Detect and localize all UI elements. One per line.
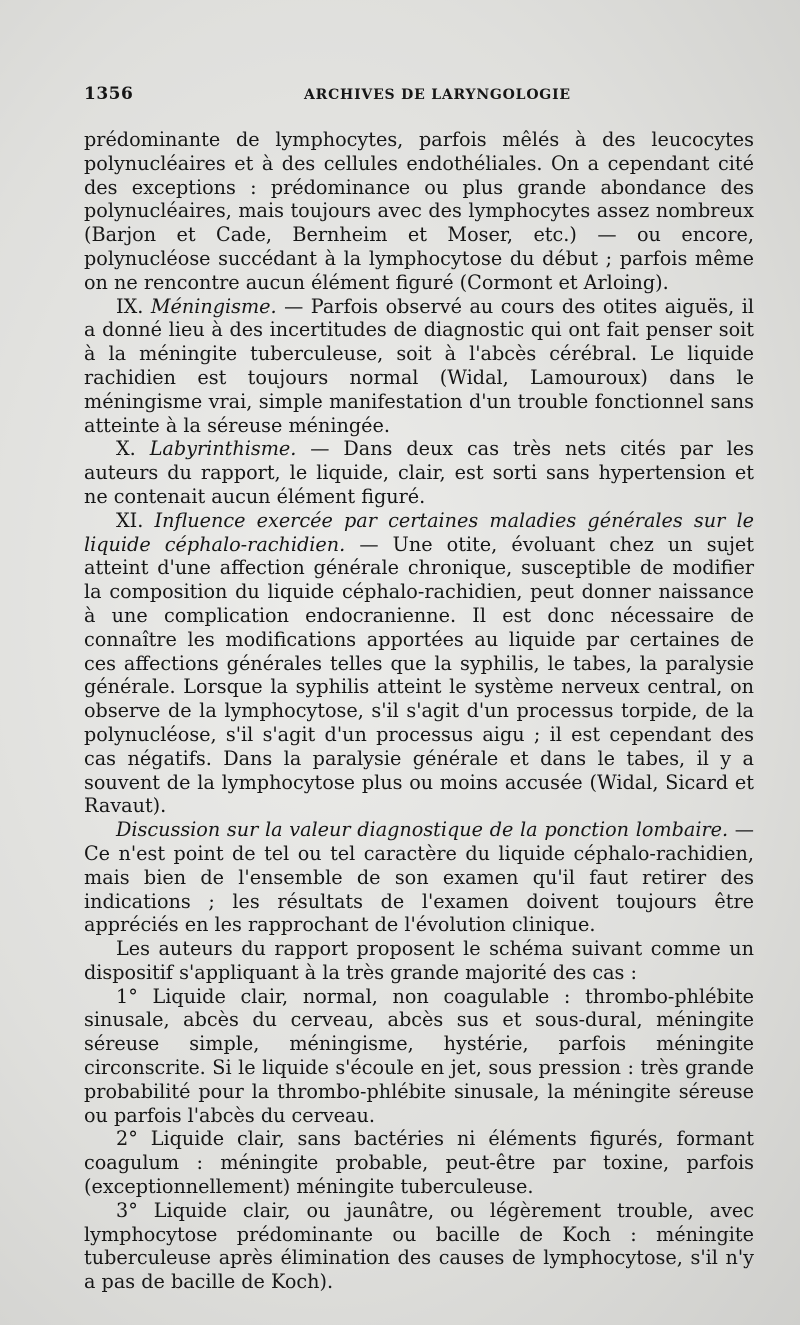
paragraph-item-1 (84, 985, 754, 1128)
section-heading: Influence exercée par certaines maladies générales sur le liquide céphalo-rachidien. (84, 508, 754, 556)
item-number: 2° (116, 1127, 138, 1151)
paragraph-labyrinthisme (84, 437, 754, 508)
page-header (84, 84, 760, 114)
paragraph-item-2 (84, 1127, 754, 1198)
item-number: 1° (116, 984, 138, 1008)
paragraph-text: prédominante de lymphocytes, parfois mêlés à des leucocytes polynucléaires et à des cellules endothéliales. On a cependant cité des exceptions : prédominance ou plus grande abondance des polynucléaires, mais toujours avec des lymphocytes assez nombreux (Barjon et Cade, Bernheim et Moser, etc.) — ou encore, polynucléose succédant à la lymphocytose du début ; parfois même on ne rencontre aucun élément figuré (Cormont et Arloing). (84, 128, 754, 294)
paragraph-item-3 (84, 1199, 754, 1294)
paragraph-text: Liquide clair, normal, non coagulable : thrombo-phlébite sinusale, abcès du cerveau, abcès sus et sous-dural, méningite séreuse simple, méningisme, hystérie, parfois méningite circonscrite. Si le liquide s'écoule en jet, sous pression : très grande probabilité pour la thrombo-phlébite sinusale, la méningite séreuse ou parfois l'abcès du cerveau. (84, 984, 755, 1127)
paragraph-meningisme (84, 295, 754, 438)
paragraph-discussion (84, 818, 754, 937)
section-heading: Discussion sur la valeur diagnostique de la ponction lombaire. (116, 818, 729, 842)
section-heading: Méningisme. (150, 294, 277, 318)
paragraph-schema-intro (84, 937, 754, 985)
paragraph-text: Liquide clair, sans bactéries ni éléments figurés, formant coagulum : méningite probable, peut-être par toxine, parfois (exceptionnellement) méningite tuberculeuse. (84, 1127, 754, 1199)
paragraph-influence (84, 509, 754, 818)
section-number: XI. (116, 508, 144, 532)
section-number: X. (116, 437, 136, 461)
paragraph-text: Liquide clair, ou jaunâtre, ou légèrement trouble, avec lymphocytose prédominante ou bacille de Koch : méningite tuberculeuse après élimination des causes de lymphocytose, s'il n'y a pas de bacille de Koch). (84, 1198, 754, 1294)
running-head: ARCHIVES DE LARYNGOLOGIE (304, 87, 571, 103)
paragraph-text: Les auteurs du rapport proposent le schéma suivant comme un dispositif s'appliquant à la très grande majorité des cas : (84, 937, 754, 984)
paragraph-text: — Une otite, évoluant chez un sujet atteint d'une affection générale chronique, susceptible de modifier la composition du liquide céphalo-rachidien, peut donner naissance à une complication endocranienne. Il est donc nécessaire de connaître les modifications apportées au liquide par certaines de ces affections générales telles que la syphilis, le tabes, la paralysie générale. Lorsque la syphilis atteint le système nerveux central, on observe de la lymphocytose, s'il s'agit d'un processus torpide, de la polynucléose, s'il s'agit d'un processus aigu ; il est cependant des cas négatifs. Dans la paralysie générale et dans le tabes, il y a souvent de la lymphocytose plus ou moins accusée (Widal, Sicard et Ravaut). (84, 532, 754, 818)
paragraph-lymphocytes (84, 128, 754, 295)
section-heading: Labyrinthisme. (149, 437, 297, 461)
item-number: 3° (116, 1198, 138, 1222)
body-text (84, 128, 754, 1294)
paragraph-text: — Dans deux cas très nets cités par les auteurs du rapport, le liquide, clair, est sorti sans hypertension et ne contenait aucun élément figuré. (84, 437, 754, 508)
page-number: 1356 (84, 84, 134, 104)
section-number: IX. (116, 294, 144, 318)
paragraph-text: — Ce n'est point de tel ou tel caractère du liquide céphalo-rachidien, mais bien de l'ensemble de son examen qu'il faut retirer des indications ; les résultats de l'examen doivent toujours être appréciés en les rapprochant de l'évolution clinique. (84, 818, 754, 937)
paragraph-text: — Parfois observé au cours des otites aiguës, il a donné lieu à des incertitudes de diagnostic qui ont fait penser soit à la méningite tuberculeuse, soit à l'abcès cérébral. Le liquide rachidien est toujours normal (Widal, Lamouroux) dans le méningisme vrai, simple manifestation d'un trouble fonctionnel sans atteinte à la séreuse méningée. (84, 294, 754, 437)
